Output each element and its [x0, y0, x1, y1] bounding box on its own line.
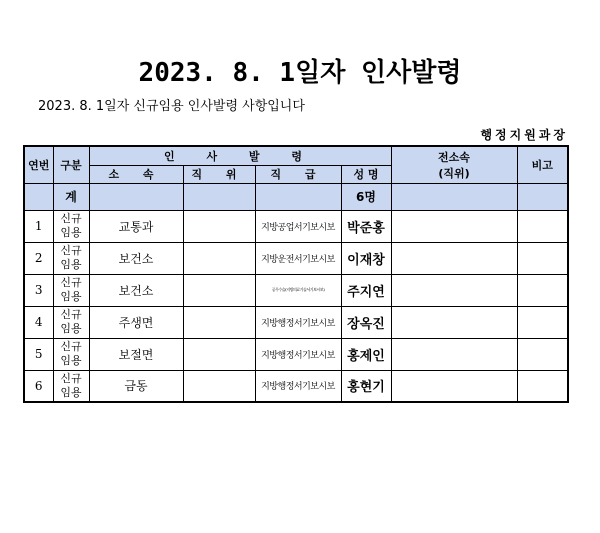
row-no: 1 [24, 210, 53, 242]
row-gubun-line2: 임용 [60, 258, 82, 271]
row-note [517, 274, 568, 306]
row-gubun [53, 210, 89, 242]
total-prev-cell [391, 183, 517, 210]
row-name: 홍현기 [341, 370, 391, 402]
header-grade: 직 급 [255, 165, 341, 183]
row-position [183, 210, 255, 242]
total-label: 계 [53, 183, 89, 210]
document-subtitle: 2023. 8. 1일자 신규임용 인사발령 사항입니다 [38, 99, 305, 114]
row-gubun [53, 242, 89, 274]
row-grade: 공무수습(지방의료기술서기보시보) [255, 274, 341, 306]
row-note [517, 210, 568, 242]
header-group: 인 사 발 령 [89, 146, 391, 165]
row-grade: 지방행정서기보시보 [255, 338, 341, 370]
personnel-table [23, 145, 569, 403]
document-title: 2023. 8. 1일자 인사발령 [138, 58, 462, 88]
row-gubun-line1: 신규 [60, 340, 82, 353]
row-no: 3 [24, 274, 53, 306]
header-prev [391, 146, 517, 183]
row-prev [391, 370, 517, 402]
row-position [183, 370, 255, 402]
row-gubun [53, 338, 89, 370]
table-row [24, 338, 568, 370]
total-count: 6명 [341, 183, 391, 210]
row-unit: 보건소 [89, 274, 183, 306]
total-grade-cell [255, 183, 341, 210]
row-note [517, 338, 568, 370]
row-note [517, 242, 568, 274]
row-gubun-line1: 신규 [60, 276, 82, 289]
row-gubun [53, 370, 89, 402]
row-gubun-line2: 임용 [60, 226, 82, 239]
row-grade: 지방운전서기보시보 [255, 242, 341, 274]
department-label: 행정지원과장 [480, 128, 568, 142]
row-unit: 보절면 [89, 338, 183, 370]
table-row [24, 242, 568, 274]
total-unit-cell [89, 183, 183, 210]
row-grade: 지방행정서기보시보 [255, 306, 341, 338]
row-unit: 금동 [89, 370, 183, 402]
row-prev [391, 274, 517, 306]
row-position [183, 242, 255, 274]
header-position: 직 위 [183, 165, 255, 183]
row-name: 장옥진 [341, 306, 391, 338]
row-gubun-line1: 신규 [60, 212, 82, 225]
row-position [183, 338, 255, 370]
table-row [24, 274, 568, 306]
total-no-cell [24, 183, 53, 210]
row-name: 홍제인 [341, 338, 391, 370]
row-unit: 보건소 [89, 242, 183, 274]
row-name: 이재창 [341, 242, 391, 274]
row-gubun-line2: 임용 [60, 290, 82, 303]
row-no: 6 [24, 370, 53, 402]
row-grade: 지방공업서기보시보 [255, 210, 341, 242]
row-unit: 교통과 [89, 210, 183, 242]
header-no: 연번 [24, 146, 53, 183]
row-gubun-line2: 임용 [60, 354, 82, 367]
row-grade: 지방행정서기보시보 [255, 370, 341, 402]
header-note: 비고 [517, 146, 568, 183]
row-note [517, 306, 568, 338]
row-position [183, 274, 255, 306]
total-position-cell [183, 183, 255, 210]
row-prev [391, 242, 517, 274]
row-no: 5 [24, 338, 53, 370]
header-name: 성 명 [341, 165, 391, 183]
row-gubun-line2: 임용 [60, 322, 82, 335]
row-gubun-line1: 신규 [60, 371, 82, 385]
table-row [24, 370, 568, 402]
row-position [183, 306, 255, 338]
table-row [24, 306, 568, 338]
row-gubun-line1: 신규 [60, 244, 82, 257]
row-gubun [53, 274, 89, 306]
row-prev [391, 306, 517, 338]
header-unit: 소 속 [89, 165, 183, 183]
row-no: 2 [24, 242, 53, 274]
row-no: 4 [24, 306, 53, 338]
table-row [24, 210, 568, 242]
row-gubun-line1: 신규 [60, 308, 82, 321]
header-prev-sub: (직위) [438, 166, 470, 180]
row-name: 주지연 [341, 274, 391, 306]
row-prev [391, 338, 517, 370]
row-gubun-line2: 임용 [60, 385, 82, 399]
total-note-cell [517, 183, 568, 210]
header-prev-label: 전소속 [438, 150, 470, 164]
header-gubun: 구분 [53, 146, 89, 183]
row-unit: 주생면 [89, 306, 183, 338]
row-prev [391, 210, 517, 242]
row-name: 박준홍 [341, 210, 391, 242]
row-note [517, 370, 568, 402]
row-gubun [53, 306, 89, 338]
